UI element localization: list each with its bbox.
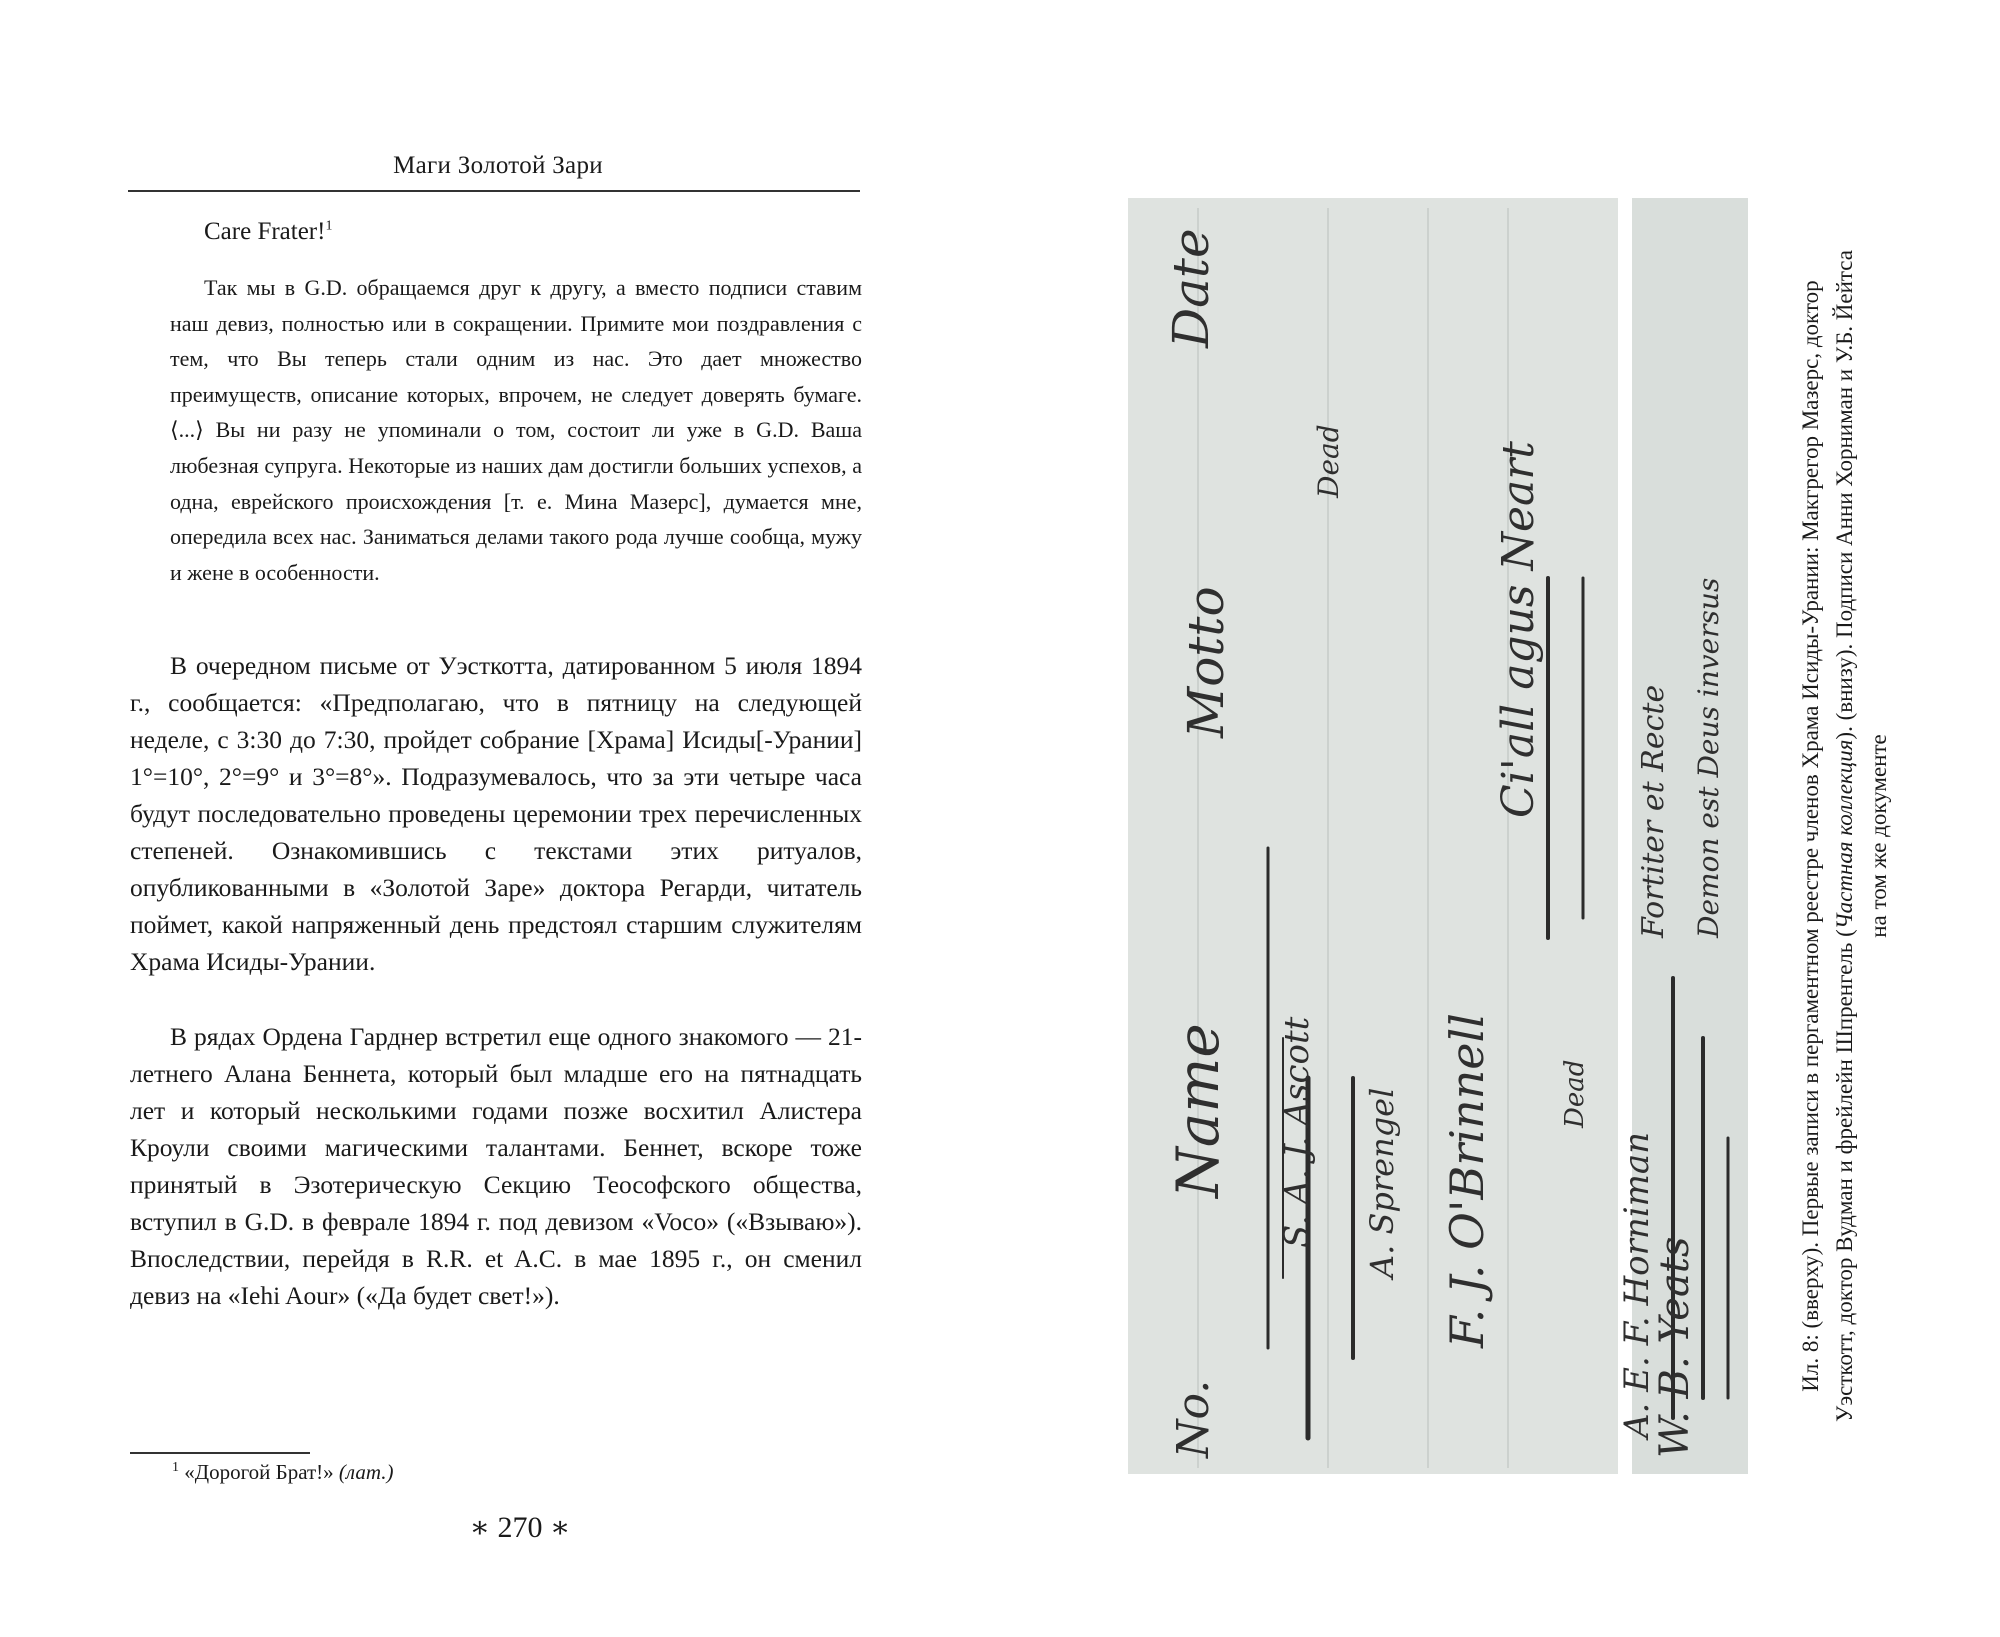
dead-note-2: Dead (1560, 1059, 1590, 1128)
header-rule (128, 190, 860, 192)
header-no: No. (1168, 1379, 1219, 1458)
page-number: ∗ 270 ∗ (469, 1511, 571, 1544)
paragraph-2: В рядах Ордена Гарднер встретил еще одного знакомого — 21-летнего Алана Беннета, который был младше его на пятнадцать лет и который несколькими годами позже восхитил Алистера Кроули своими магическими талантами. Беннет, вскоре тоже принятый в Эзотерическую Секцию Теософского общества, вступил в G.D. в феврале 1894 г. под девизом «Voco» («Взываю»). Впоследствии, перейдя в R.R. et A.C. в мае 1895 г., он сменил девиз на «Iehi Aour» («Да будет свет!»). (130, 1022, 862, 1310)
right-page (1000, 0, 2000, 1637)
footnote-marker: 1 (172, 1460, 179, 1475)
paragraph-1: В очередном письме от Уэсткотта, датированном 5 июля 1894 г., сообщается: «Предполагаю, что в пятницу на следующей неделе, с 3:30 до 7:30, пройдет собрание [Храма] Исиды[-Урании] 1°=10°, 2°=9° и 3°=8°». Подразумевалось, что за эти четыре часа будут последовательно проведены церемонии трех перечисленных степеней. Ознакомившись с текстами этих ритуалов, опубликованными в «Золотой Заре» доктора Регарди, читатель поймет, какой напряженный день предстоял старшим служителям Храма Исиды-Урании. (130, 651, 862, 976)
dead-note-1: Dead (1312, 424, 1345, 498)
footnote-ref: 1 (325, 218, 333, 234)
signature-horniman: A. E. F. Horniman (1617, 1131, 1657, 1438)
entry-sprengel: A. Sprengel (1363, 1087, 1401, 1278)
header-motto: Motto (1177, 586, 1235, 738)
motto-demon: Demon est Deus inversus (1692, 577, 1725, 938)
caption-italic: Частная коллекция (1832, 739, 1857, 930)
header-date: Date (1162, 228, 1220, 348)
footnote-text: «Дорогой Брат!» (184, 1460, 334, 1484)
header-name: Name (1164, 1023, 1232, 1198)
footnote-rule (130, 1452, 310, 1454)
signature-yeats: W. B. Yeats (1652, 1236, 1698, 1458)
motto-fortiter: Fortiter et Recte (1636, 684, 1671, 938)
caption-text: Ил. 8: (вверху). Первые записи в пергаментном реестре членов Храма Исиды-Урании: Макгрегор Мазерс, доктор Уэсткотт, доктор Вудман и фрейлейн Шпренгель (Частная коллекция). (внизу). Подписи Анни Хорниман и У.Б. Йейтса на том же документе (1798, 250, 1891, 1422)
figure-caption (1790, 198, 1900, 1474)
running-head: Маги Золотой Зари (393, 152, 603, 179)
motto-cialL: Ci'all agus Neart (1493, 441, 1544, 818)
footnote-lang: (лат.) (338, 1460, 394, 1484)
entry-ascott: S. A. J. Ascott (1277, 1016, 1317, 1248)
register-photo (1128, 198, 1748, 1474)
salutation-text: Care Frater! (204, 218, 326, 245)
letter-salutation (204, 218, 332, 246)
register-photo-drawing (1128, 198, 1748, 1474)
signature-obrinnell: F. J. O'Brinnell (1440, 1013, 1494, 1348)
quoted-letter: Так мы в G.D. обращаемся друг к другу, а вместо подписи ставим наш девиз, полностью или в сокращении. Примите мои поздравления с тем, что Вы теперь стали одним из нас. Это дает множество преимуществ, описание которых, впрочем, не следует доверять бумаге. ⟨...⟩ Вы ни разу не упоминали о том, состоит ли уже в G.D. Ваша любезная супруга. Некоторые из наших дам достигли больших успехов, а одна, еврейского происхождения [т. е. Мина Мазерс], думается мне, опередила всех нас. Заниматься делами такого рода лучше сообща, мужу и жене в особенности. (170, 275, 862, 585)
footnote (172, 1460, 394, 1485)
